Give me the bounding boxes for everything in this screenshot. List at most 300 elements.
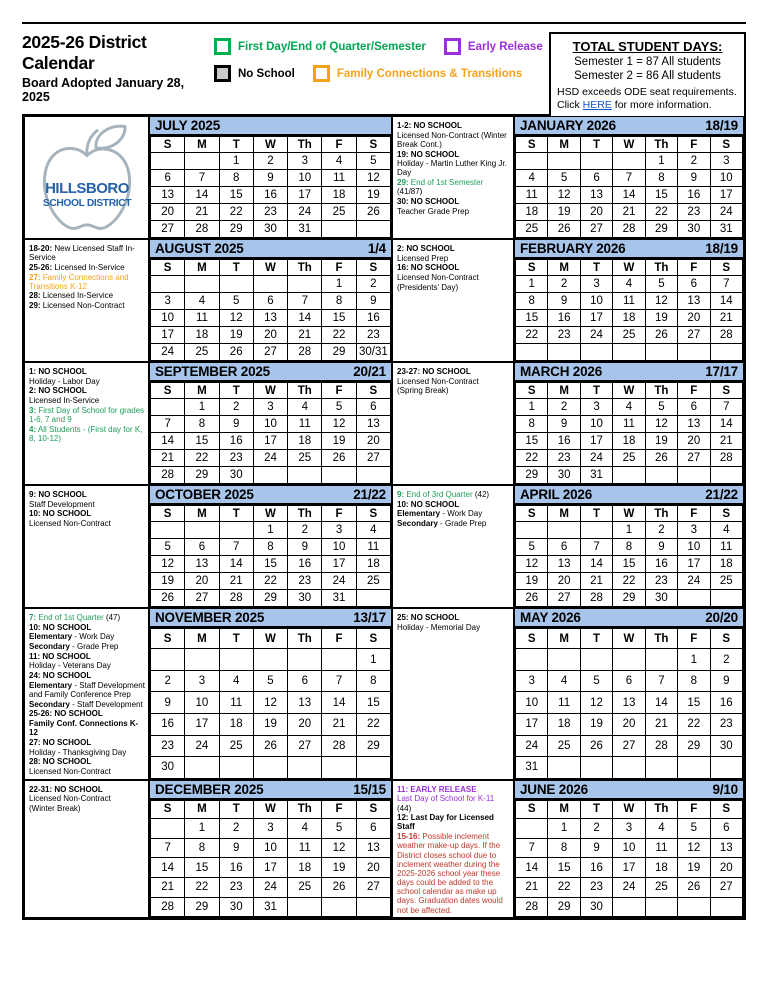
- month-day-count: 21/22: [705, 487, 738, 502]
- month-table: [515, 136, 743, 238]
- day-cell: 19: [219, 327, 253, 344]
- day-cell: 29: [356, 735, 390, 757]
- day-cell: 12: [678, 838, 710, 858]
- day-cell: 16: [253, 187, 287, 204]
- note-entry: 10: NO SCHOOL: [29, 509, 92, 519]
- legend-swatch-icon: [444, 38, 461, 55]
- day-cell: [356, 897, 390, 917]
- day-cell: 5: [516, 539, 548, 556]
- day-cell: 23: [580, 878, 612, 898]
- day-cell: 1: [516, 276, 548, 293]
- note-entry: Elementary - Work Day: [29, 632, 115, 642]
- day-cell: 10: [580, 293, 612, 310]
- day-cell: 3: [613, 819, 645, 839]
- day-cell: 6: [356, 819, 390, 839]
- day-cell: 7: [322, 670, 356, 692]
- day-cell: 25: [288, 450, 322, 467]
- day-cell: 22: [678, 713, 710, 735]
- weekday-header: S: [356, 506, 390, 522]
- month-december-2025: [149, 780, 392, 919]
- day-cell: 23: [710, 713, 742, 735]
- more-information-link[interactable]: HERE: [582, 98, 612, 111]
- day-cell: 13: [580, 187, 612, 204]
- weekday-header: S: [356, 383, 390, 399]
- day-cell: 2: [645, 522, 677, 539]
- weekday-header: T: [219, 800, 253, 818]
- note-entry: 9: NO SCHOOL: [29, 490, 87, 499]
- legend-item-0: [214, 38, 426, 55]
- day-cell: 17: [516, 713, 548, 735]
- day-cell: 20: [253, 327, 287, 344]
- weekday-header: T: [219, 137, 253, 153]
- day-cell: 1: [185, 399, 219, 416]
- note-entry: (Spring Break): [397, 386, 449, 396]
- month-table: [150, 259, 391, 361]
- day-cell: [645, 649, 677, 671]
- day-cell: 9: [253, 170, 287, 187]
- weekday-header: F: [678, 629, 710, 649]
- page-header: [22, 24, 746, 114]
- note-entry: 2: NO SCHOOL: [397, 244, 455, 253]
- weekday-header: F: [678, 260, 710, 276]
- month-table: [150, 136, 391, 238]
- day-cell: 2: [253, 153, 287, 170]
- month-name: MARCH 2026: [520, 364, 603, 379]
- day-cell: 2: [548, 399, 580, 416]
- month-day-count: 21/22: [353, 487, 386, 502]
- day-cell: 21: [151, 450, 185, 467]
- month-name: MAY 2026: [520, 610, 581, 625]
- day-cell: [151, 399, 185, 416]
- month-january-2026: [514, 116, 744, 239]
- weekday-header: F: [678, 137, 710, 153]
- weekday-header: T: [580, 800, 612, 818]
- month-september-2025: [149, 362, 392, 485]
- weekday-header: M: [548, 506, 580, 522]
- day-cell: 5: [253, 670, 287, 692]
- day-cell: 2: [580, 819, 612, 839]
- day-cell: 20: [151, 204, 185, 221]
- legend-swatch-icon: [313, 65, 330, 82]
- legend-item-2: [214, 65, 295, 82]
- day-cell: 30: [253, 221, 287, 238]
- day-cell: 26: [580, 735, 612, 757]
- month-header: [515, 486, 743, 505]
- day-cell: 4: [219, 670, 253, 692]
- day-cell: 31: [253, 897, 287, 917]
- weekday-header: S: [710, 629, 742, 649]
- day-cell: 13: [151, 187, 185, 204]
- day-cell: 9: [356, 293, 390, 310]
- day-cell: 11: [288, 838, 322, 858]
- day-cell: 24: [253, 878, 287, 898]
- day-cell: [322, 897, 356, 917]
- day-cell: [356, 221, 390, 238]
- day-cell: 26: [645, 327, 677, 344]
- day-cell: 2: [151, 670, 185, 692]
- day-cell: 28: [151, 897, 185, 917]
- day-cell: 22: [613, 573, 645, 590]
- note-entry: 15-16: Possible inclement weather make-up days. If the District closes school due to inclement weather during the 2025-2026 school year these days could be added to the school calendar as make up days. Graduation dates would not be affected.: [397, 832, 503, 915]
- month-header: [150, 240, 391, 259]
- day-cell: 16: [580, 858, 612, 878]
- weekday-header: F: [678, 800, 710, 818]
- day-cell: 24: [253, 450, 287, 467]
- day-cell: [516, 153, 548, 170]
- day-cell: [151, 276, 185, 293]
- day-cell: 24: [322, 573, 356, 590]
- day-cell: [710, 897, 742, 917]
- day-cell: 25: [645, 878, 677, 898]
- day-cell: 24: [516, 735, 548, 757]
- day-cell: 19: [322, 433, 356, 450]
- day-cell: 1: [516, 399, 548, 416]
- month-day-count: 18/19: [705, 241, 738, 256]
- weekday-header: M: [548, 383, 580, 399]
- day-cell: 29: [645, 221, 677, 238]
- day-cell: 16: [219, 433, 253, 450]
- weekday-header: S: [151, 260, 185, 276]
- month-header: [515, 117, 743, 136]
- day-cell: 6: [678, 399, 710, 416]
- day-cell: 27: [151, 221, 185, 238]
- day-cell: 2: [678, 153, 710, 170]
- day-cell: 18: [185, 327, 219, 344]
- note-entry: 11: EARLY RELEASE: [397, 784, 477, 794]
- day-cell: 17: [253, 858, 287, 878]
- day-cell: 3: [151, 293, 185, 310]
- day-cell: 1: [356, 649, 390, 671]
- day-cell: 27: [185, 590, 219, 607]
- day-cell: 20: [580, 204, 612, 221]
- day-cell: 7: [185, 170, 219, 187]
- day-cell: [185, 276, 219, 293]
- day-cell: [322, 757, 356, 779]
- weekday-header: F: [322, 260, 356, 276]
- day-cell: 23: [548, 450, 580, 467]
- day-cell: 13: [288, 692, 322, 714]
- note-entry: Holiday - Martin Luther King Jr. Day: [397, 159, 507, 178]
- day-cell: 7: [151, 838, 185, 858]
- day-cell: [548, 649, 580, 671]
- day-cell: [219, 757, 253, 779]
- weekday-header: S: [710, 506, 742, 522]
- day-cell: 14: [613, 187, 645, 204]
- day-cell: [548, 344, 580, 361]
- note-entry: Licensed Non-Contract: [29, 794, 111, 804]
- day-cell: 18: [548, 713, 580, 735]
- semester-1-days: Semester 1 = 87 All students: [574, 56, 721, 68]
- month-table: [150, 628, 391, 779]
- day-cell: 4: [288, 819, 322, 839]
- day-cell: 14: [288, 310, 322, 327]
- note-entry: Licensed Prep: [397, 253, 449, 263]
- day-cell: 26: [151, 590, 185, 607]
- weekday-header: W: [253, 137, 287, 153]
- day-cell: 27: [613, 735, 645, 757]
- day-cell: 14: [185, 187, 219, 204]
- note-entry: 9: End of 3rd Quarter (42): [397, 490, 490, 499]
- total-days-title: TOTAL STUDENT DAYS:: [572, 39, 723, 54]
- day-cell: 6: [710, 819, 742, 839]
- day-cell: [678, 897, 710, 917]
- note-entry: 4: All Students - (First day for K, 8, 10-12): [29, 424, 143, 443]
- weekday-header: Th: [288, 800, 322, 818]
- weekday-header: S: [151, 137, 185, 153]
- month-table: [515, 628, 743, 779]
- day-cell: 20: [613, 713, 645, 735]
- notes-march-2026: [392, 362, 514, 485]
- weekday-header: S: [151, 800, 185, 818]
- day-cell: 20: [356, 858, 390, 878]
- weekday-header: F: [322, 629, 356, 649]
- day-cell: 3: [253, 819, 287, 839]
- weekday-header: Th: [645, 800, 677, 818]
- weekday-header: S: [516, 800, 548, 818]
- weekday-header: S: [356, 137, 390, 153]
- month-august-2025: [149, 239, 392, 362]
- month-header: [515, 363, 743, 382]
- day-cell: 7: [288, 293, 322, 310]
- day-cell: [613, 757, 645, 779]
- note-entry: Elementary - Staff Development and Family Conference Prep: [29, 680, 145, 699]
- day-cell: 9: [151, 692, 185, 714]
- note-entry: Licensed Non-Contract (Winter Break Cont.): [397, 130, 507, 149]
- day-cell: 27: [580, 221, 612, 238]
- note-entry: 25: NO SCHOOL: [397, 613, 460, 622]
- day-cell: [322, 467, 356, 484]
- day-cell: 30: [219, 467, 253, 484]
- note-entry: 16: NO SCHOOL: [397, 263, 460, 273]
- weekday-header: W: [613, 137, 645, 153]
- day-cell: 30: [678, 221, 710, 238]
- note-entry: 19: NO SCHOOL: [397, 149, 460, 159]
- day-cell: [645, 757, 677, 779]
- month-day-count: 1/4: [367, 241, 386, 256]
- note-entry: Secondary - Grade Prep: [397, 519, 487, 529]
- day-cell: [678, 757, 710, 779]
- day-cell: 29: [678, 735, 710, 757]
- month-table: [515, 259, 743, 361]
- logo-district-name: HILLSBORO: [45, 179, 129, 197]
- weekday-header: M: [185, 260, 219, 276]
- day-cell: 26: [219, 344, 253, 361]
- day-cell: 12: [322, 838, 356, 858]
- day-cell: 3: [516, 670, 548, 692]
- weekday-header: S: [710, 137, 742, 153]
- day-cell: 8: [322, 293, 356, 310]
- day-cell: 30: [151, 757, 185, 779]
- day-cell: [613, 649, 645, 671]
- day-cell: [288, 757, 322, 779]
- day-cell: 21: [580, 573, 612, 590]
- day-cell: 20: [356, 433, 390, 450]
- day-cell: 26: [516, 590, 548, 607]
- day-cell: 6: [613, 670, 645, 692]
- day-cell: 22: [253, 573, 287, 590]
- day-cell: 25: [516, 221, 548, 238]
- day-cell: 10: [185, 692, 219, 714]
- day-cell: 12: [548, 187, 580, 204]
- day-cell: [185, 522, 219, 539]
- day-cell: 2: [219, 819, 253, 839]
- day-cell: 15: [322, 310, 356, 327]
- day-cell: [253, 276, 287, 293]
- notes-july-2025: [24, 116, 149, 239]
- day-cell: 25: [548, 735, 580, 757]
- day-cell: 7: [580, 539, 612, 556]
- legend-label: No School: [238, 67, 295, 80]
- day-cell: 8: [253, 539, 287, 556]
- note-entry: Holiday - Memorial Day: [397, 622, 481, 632]
- day-cell: 18: [288, 858, 322, 878]
- legend-item-1: [444, 38, 543, 55]
- weekday-header: F: [322, 506, 356, 522]
- notes-may-2026: [392, 608, 514, 780]
- note-entry: 23-27: NO SCHOOL: [397, 367, 471, 376]
- day-cell: 5: [151, 539, 185, 556]
- month-name: JULY 2025: [155, 118, 221, 133]
- legend-label: First Day/End of Quarter/Semester: [238, 40, 426, 53]
- notes-january-2026: [392, 116, 514, 239]
- note-entry: Family Conf. Connections K-12: [29, 719, 139, 738]
- day-cell: 22: [185, 878, 219, 898]
- legend-row-1: [214, 38, 544, 55]
- notes-october-2025: [24, 485, 149, 608]
- weekday-header: T: [580, 137, 612, 153]
- day-cell: 8: [356, 670, 390, 692]
- day-cell: [645, 344, 677, 361]
- day-cell: 20: [288, 713, 322, 735]
- day-cell: 18: [710, 556, 742, 573]
- note-entry: 11: NO SCHOOL: [29, 651, 91, 661]
- month-day-count: 20/20: [705, 610, 738, 625]
- day-cell: [288, 649, 322, 671]
- day-cell: 25: [613, 450, 645, 467]
- weekday-header: Th: [645, 506, 677, 522]
- day-cell: 28: [151, 467, 185, 484]
- day-cell: 4: [288, 399, 322, 416]
- day-cell: [710, 757, 742, 779]
- day-cell: 3: [253, 399, 287, 416]
- day-cell: [356, 467, 390, 484]
- day-cell: 5: [219, 293, 253, 310]
- day-cell: 26: [322, 450, 356, 467]
- note-entry: 25-26: NO SCHOOL: [29, 709, 103, 719]
- note-entry: 18-20: New Licensed Staff In-Service: [29, 244, 135, 263]
- day-cell: 13: [678, 416, 710, 433]
- day-cell: [548, 153, 580, 170]
- day-cell: 24: [185, 735, 219, 757]
- note-entry: 27: NO SCHOOL: [29, 737, 92, 747]
- note-entry: 24: NO SCHOOL: [29, 671, 92, 681]
- weekday-header: Th: [288, 506, 322, 522]
- day-cell: 14: [645, 692, 677, 714]
- day-cell: [580, 757, 612, 779]
- day-cell: 13: [185, 556, 219, 573]
- day-cell: 21: [516, 878, 548, 898]
- day-cell: 5: [548, 170, 580, 187]
- note-entry: 30: NO SCHOOL: [397, 197, 460, 206]
- day-cell: 3: [580, 276, 612, 293]
- day-cell: 21: [710, 433, 742, 450]
- day-cell: 27: [253, 344, 287, 361]
- day-cell: 31: [322, 590, 356, 607]
- day-cell: 11: [322, 170, 356, 187]
- day-cell: 8: [185, 416, 219, 433]
- day-cell: [548, 757, 580, 779]
- day-cell: 12: [322, 416, 356, 433]
- weekday-header: W: [253, 506, 287, 522]
- day-cell: 29: [185, 897, 219, 917]
- day-cell: 31: [516, 757, 548, 779]
- day-cell: 25: [356, 573, 390, 590]
- day-cell: [580, 649, 612, 671]
- weekday-header: T: [219, 629, 253, 649]
- day-cell: 18: [645, 858, 677, 878]
- day-cell: 16: [151, 713, 185, 735]
- day-cell: 22: [516, 327, 548, 344]
- day-cell: 25: [613, 327, 645, 344]
- day-cell: 15: [219, 187, 253, 204]
- day-cell: 9: [645, 539, 677, 556]
- day-cell: 18: [356, 556, 390, 573]
- day-cell: [151, 522, 185, 539]
- day-cell: 5: [645, 276, 677, 293]
- month-header: [515, 240, 743, 259]
- day-cell: [516, 522, 548, 539]
- day-cell: [516, 649, 548, 671]
- day-cell: 24: [580, 327, 612, 344]
- day-cell: 17: [322, 556, 356, 573]
- semester-2-days: Semester 2 = 86 All students: [574, 70, 721, 82]
- note-entry: 12: Last Day for Licensed Staff: [397, 813, 494, 832]
- note-entry: 29: Licensed Non-Contract: [29, 301, 125, 311]
- day-cell: 6: [678, 276, 710, 293]
- day-cell: 9: [219, 838, 253, 858]
- month-table: [515, 505, 743, 607]
- day-cell: 16: [710, 692, 742, 714]
- day-cell: 8: [185, 838, 219, 858]
- day-cell: 3: [580, 399, 612, 416]
- day-cell: 19: [151, 573, 185, 590]
- day-cell: [185, 649, 219, 671]
- month-name: JANUARY 2026: [520, 118, 616, 133]
- day-cell: 6: [151, 170, 185, 187]
- day-cell: 28: [288, 344, 322, 361]
- day-cell: 19: [678, 858, 710, 878]
- weekday-header: Th: [645, 137, 677, 153]
- day-cell: [219, 522, 253, 539]
- note-entry: 1-2: NO SCHOOL: [397, 121, 462, 130]
- day-cell: 8: [678, 670, 710, 692]
- day-cell: [516, 344, 548, 361]
- weekday-header: S: [516, 137, 548, 153]
- month-name: JUNE 2026: [520, 781, 588, 797]
- note-entry: Secondary - Staff Development: [29, 699, 143, 709]
- day-cell: 10: [710, 170, 742, 187]
- day-cell: 7: [219, 539, 253, 556]
- weekday-header: Th: [645, 260, 677, 276]
- day-cell: 23: [678, 204, 710, 221]
- note-entry: Licensed Non-Contract: [397, 273, 479, 283]
- day-cell: 11: [548, 692, 580, 714]
- month-day-count: 17/17: [705, 364, 738, 379]
- day-cell: 2: [710, 649, 742, 671]
- month-june-2026: [514, 780, 744, 919]
- weekday-header: Th: [645, 383, 677, 399]
- day-cell: 17: [185, 713, 219, 735]
